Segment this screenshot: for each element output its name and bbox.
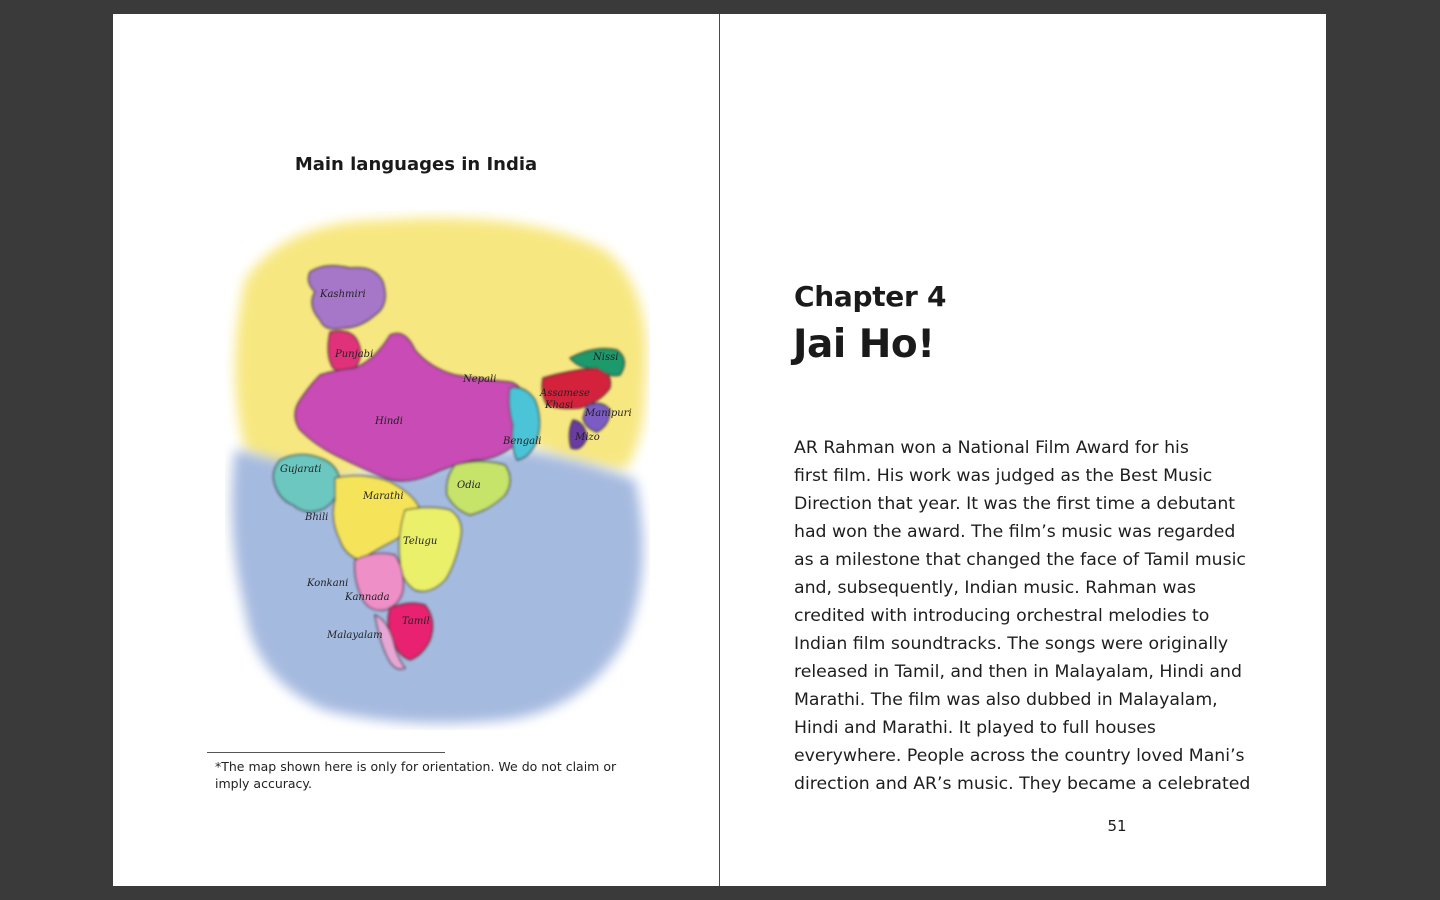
chapter-body bbox=[794, 434, 1251, 798]
label-nissi: Nissi bbox=[593, 352, 619, 363]
body-line: Marathi. The film was also dubbed in Malayalam, bbox=[794, 690, 1218, 710]
body-line: Hindi and Marathi. It played to full houses bbox=[794, 718, 1156, 738]
body-line: direction and AR’s music. They became a celebrated bbox=[794, 774, 1251, 794]
map-illustration bbox=[225, 210, 650, 730]
label-nepali: Nepali bbox=[463, 374, 497, 385]
label-gujarati: Gujarati bbox=[280, 464, 322, 475]
left-page bbox=[113, 14, 719, 886]
body-line: released in Tamil, and then in Malayalam, Hindi and bbox=[794, 662, 1242, 682]
body-line: AR Rahman won a National Film Award for his bbox=[794, 438, 1189, 458]
chapter-title: Jai Ho! bbox=[793, 322, 935, 367]
label-punjabi: Punjabi bbox=[335, 349, 374, 360]
page-number-row bbox=[720, 817, 1314, 835]
footnote-rule bbox=[207, 752, 445, 753]
label-mizo: Mizo bbox=[575, 432, 600, 443]
label-manipuri: Manipuri bbox=[585, 408, 632, 419]
map-footnote: *The map shown here is only for orientation. We do not claim or imply accuracy. bbox=[215, 759, 617, 791]
label-kashmiri: Kashmiri bbox=[320, 289, 366, 300]
body-line: everywhere. People across the country loved Mani’s bbox=[794, 746, 1245, 766]
label-hindi: Hindi bbox=[375, 416, 403, 427]
body-line: had won the award. The film’s music was regarded bbox=[794, 522, 1236, 542]
book-spread bbox=[113, 14, 1326, 886]
map-title: Main languages in India bbox=[294, 154, 538, 175]
label-tamil: Tamil bbox=[402, 616, 430, 627]
body-line: first film. His work was judged as the Best Music bbox=[794, 466, 1213, 486]
body-line: Direction that year. It was the first time a debutant bbox=[794, 494, 1236, 514]
label-bengali: Bengali bbox=[503, 436, 542, 447]
label-bhili: Bhili bbox=[305, 512, 329, 523]
body-line: credited with introducing orchestral melodies to bbox=[794, 606, 1210, 626]
body-line: as a milestone that changed the face of Tamil music bbox=[794, 550, 1246, 570]
label-malayalam: Malayalam bbox=[327, 630, 383, 641]
page-number: 51 bbox=[1107, 817, 1127, 835]
right-page bbox=[720, 14, 1326, 886]
label-khasi: Khasi bbox=[545, 400, 574, 411]
body-line: Indian film soundtracks. The songs were originally bbox=[794, 634, 1229, 654]
label-assamese: Assamese bbox=[540, 388, 590, 399]
label-telugu: Telugu bbox=[403, 536, 438, 547]
label-marathi: Marathi bbox=[363, 491, 404, 502]
chapter-number: Chapter 4 bbox=[794, 280, 947, 313]
label-konkani: Konkani bbox=[307, 578, 349, 589]
label-kannada: Kannada bbox=[345, 592, 390, 603]
body-line: and, subsequently, Indian music. Rahman was bbox=[794, 578, 1197, 598]
label-odia: Odia bbox=[457, 480, 481, 491]
india-language-map bbox=[225, 210, 650, 730]
